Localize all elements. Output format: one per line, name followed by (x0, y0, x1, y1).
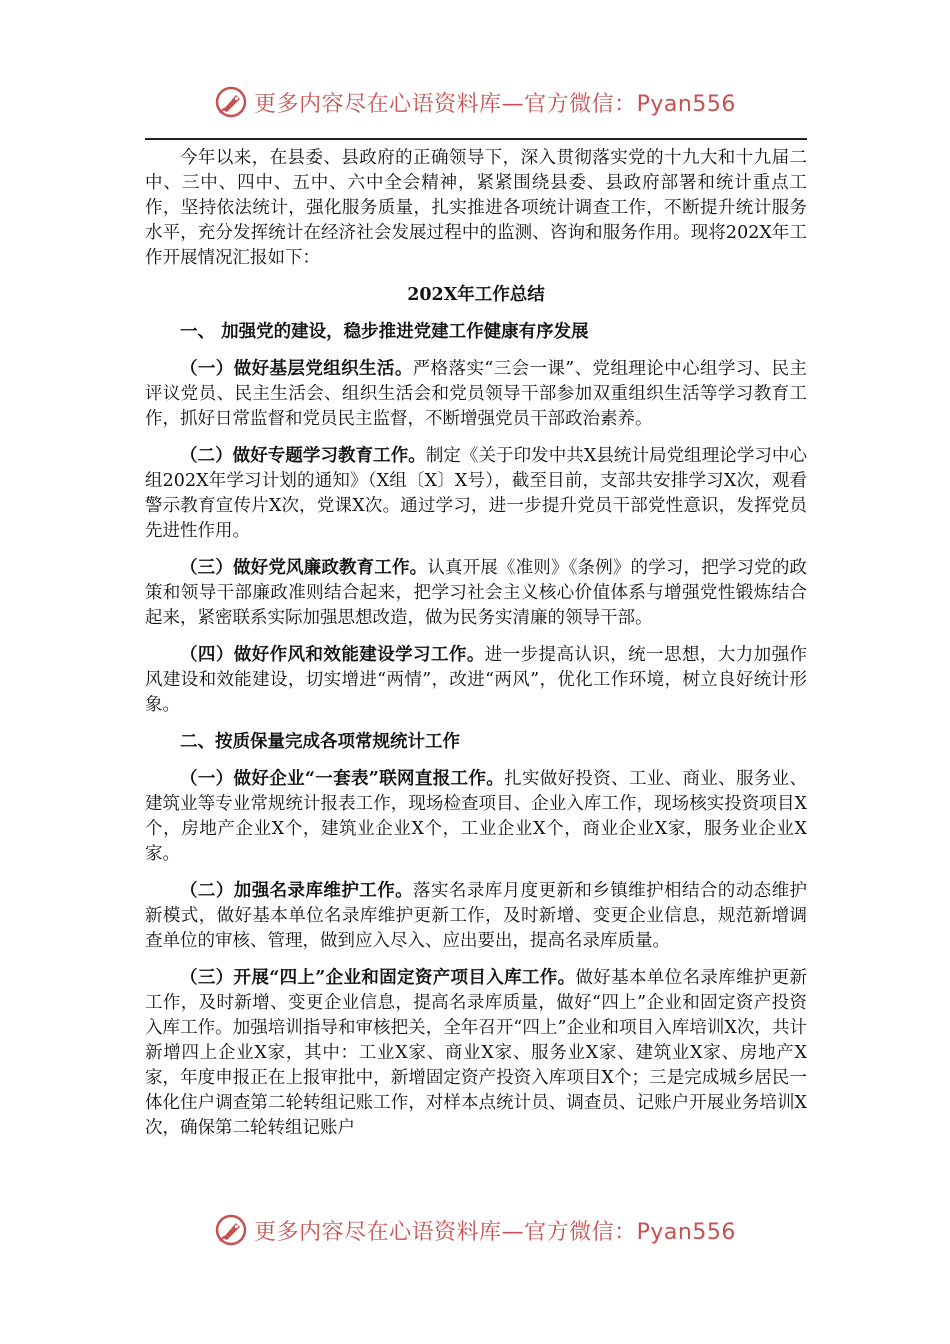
document-body (145, 146, 807, 1151)
section-2-heading: 二、按质保量完成各项常规统计工作 (180, 732, 460, 752)
intro-paragraph: 今年以来，在县委、县政府的正确领导下，深入贯彻落实党的十九大和十九届二中、三中、四中、五中、六中全会精神，紧紧围绕县委、县政府部署和统计重点工作，坚持依法统计，强化服务质量，扎实推进各项统计调查工作，不断提升统计服务水平，充分发挥统计在经济社会发展过程中的监测、咨询和服务作用。现将202X年工作开展情况汇报如下： (145, 148, 807, 268)
section-2-item-2 (145, 879, 807, 954)
section-1-heading: 一、 加强党的建设，稳步推进党建工作健康有序发展 (180, 322, 589, 342)
item-text: 进一步提高认识，统一思想，大力加强作风建设和效能建设，切实增进“两情”，改进“两风”，优化工作环境，树立良好统计形象。 (145, 645, 807, 715)
item-text: 制定《关于印发中共X县统计局党组理论学习中心组202X年学习计划的通知》（X组〔X〕X号），截至目前，支部共安排学习X次，观看警示教育宣传片X次，党课X次。通过学习，进一步提升党员干部党性意识，发挥党员先进性作用。 (145, 446, 807, 541)
section-1-item-1 (145, 357, 807, 432)
item-text: 严格落实“三会一课”、党组理论中心组学习、民主评议党员、民主生活会、组织生活会和党员领导干部参加双重组织生活等学习教育工作，抓好日常监督和党员民主监督，不断增强党员干部政治素养。 (145, 359, 807, 429)
item-text: 认真开展《准则》《条例》的学习，把学习党的政策和领导干部廉政准则结合起来，把学习社会主义核心价值体系与增强党性锻炼结合起来，紧密联系实际加强思想改造，做为民务实清廉的领导干部。 (145, 558, 808, 628)
item-text: 落实名录库月度更新和乡镇维护相结合的动态维护新模式，做好基本单位名录库维护更新工作，及时新增、变更企业信息，规范新增调查单位的审核、管理，做到应入尽入、应出要出，提高名录库质量。 (145, 881, 808, 951)
footer-watermark (0, 1210, 950, 1250)
section-2-item-3 (145, 966, 807, 1141)
item-text: 做好基本单位名录库维护更新工作，及时新增、变更企业信息，提高名录库质量，做好“四上”企业和固定资产投资入库工作。加强培训指导和审核把关，全年召开“四上”企业和项目入库培训X次，共计新增四上企业X家，其中：工业X家、商业X家、服务业X家、建筑业X家、房地产X家，年度申报正在上报审批中，新增固定资产投资入库项目X个；三是完成城乡居民一体化住户调查第二轮转组记账工作，对样本点统计员、调查员、记账户开展业务培训X次，确保第二轮转组记账户 (145, 968, 808, 1138)
section-1-item-4 (145, 643, 807, 718)
section-1-item-2 (145, 444, 807, 544)
section-1-item-3 (145, 556, 807, 631)
item-lead: （三）做好党风廉政教育工作。 (180, 558, 428, 578)
section-2-item-1 (145, 767, 807, 867)
header-watermark (0, 82, 950, 122)
item-lead: （一）做好基层党组织生活。 (180, 359, 413, 379)
item-lead: （二）加强名录库维护工作。 (180, 881, 414, 901)
item-lead: （二）做好专题学习教育工作。 (180, 446, 426, 466)
item-lead: （一）做好企业“一套表”联网直报工作。 (180, 769, 505, 789)
watermark-text: 更多内容尽在心语资料库—官方微信：Pyan556 (254, 91, 736, 117)
pen-nib-logo-icon (214, 1213, 248, 1247)
header-divider (145, 138, 807, 140)
watermark-text: 更多内容尽在心语资料库—官方微信：Pyan556 (254, 1219, 736, 1245)
pen-nib-logo-icon (214, 85, 248, 119)
item-text: 扎实做好投资、工业、商业、服务业、建筑业等专业常规统计报表工作，现场检查项目、企业入库工作，现场核实投资项目X个，房地产企业X个，建筑业企业X个，工业企业X个，商业企业X家，服务业企业X家。 (145, 769, 807, 864)
item-lead: （四）做好作风和效能建设学习工作。 (180, 645, 485, 665)
document-title: 202X年工作总结 (407, 285, 545, 305)
item-lead: （三）开展“四上”企业和固定资产项目入库工作。 (180, 968, 576, 988)
